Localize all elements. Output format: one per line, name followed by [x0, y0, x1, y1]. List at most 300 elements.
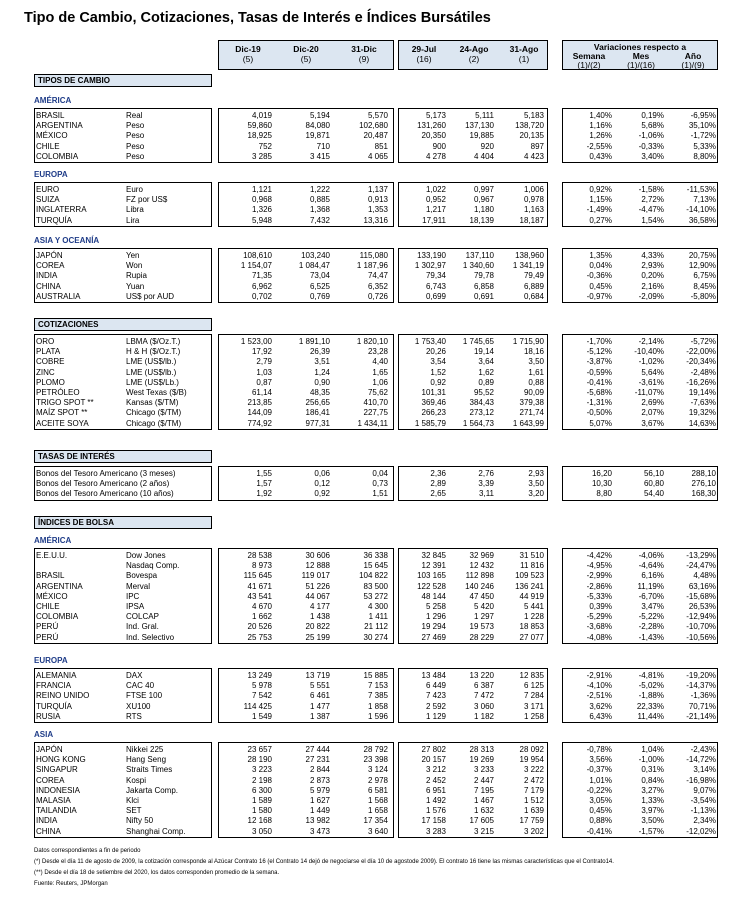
cell-value: 6,75% [693, 271, 716, 281]
cell-value: 13 220 [469, 671, 494, 680]
cell-value: 1 340,60 [462, 261, 494, 271]
cell-value: 3,54 [430, 357, 446, 367]
cell-value: -13,29% [686, 551, 716, 560]
cell-value: -6,70% [638, 591, 664, 601]
cell-value: -5,29% [586, 612, 612, 622]
cell-value: 19,14% [688, 388, 716, 397]
cell-value: 5,183 [523, 111, 544, 120]
cell-value: -16,98% [686, 775, 716, 785]
cell-value: 0,769 [309, 291, 330, 301]
cell-value: 1,03 [256, 367, 272, 377]
group-header: EUROPA [34, 656, 68, 665]
cell-value: 95,52 [473, 388, 494, 397]
row-unit: Yuan [126, 281, 145, 291]
cell-value: 0,997 [473, 185, 494, 194]
cell-value: 1,217 [425, 205, 446, 215]
row-label: MÉXICO [36, 591, 68, 601]
cell-value: 1,35% [589, 251, 612, 260]
cell-value: 3 171 [523, 701, 544, 711]
cell-value: 213,85 [247, 398, 272, 408]
cell-value: 36,58% [688, 215, 716, 225]
cell-value: 0,31% [641, 765, 664, 775]
cell-value: 5 978 [251, 681, 272, 691]
cell-value: 2,76 [478, 469, 494, 478]
cell-value: 19,14 [473, 347, 494, 357]
footnote: (**) Desde el día 18 de setiembre del 2020, los datos corresponden promedio de la semana. [34, 870, 280, 876]
cell-value: 7 385 [367, 691, 388, 701]
cell-value: -14,10% [686, 205, 716, 215]
row-label: MAÍZ SPOT ** [36, 408, 88, 418]
cell-value: 3,14% [693, 765, 716, 775]
cell-value: 1 658 [367, 806, 388, 816]
cell-value: -1,31% [586, 398, 612, 408]
row-unit: FZ por US$ [126, 195, 168, 205]
cell-value: 83 500 [363, 581, 388, 591]
cell-value: 115 645 [243, 571, 272, 581]
cell-value: 1 258 [523, 711, 544, 721]
cell-value: 977,31 [305, 418, 330, 428]
cell-value: 2,72% [641, 195, 664, 205]
cell-value: 114 425 [243, 701, 272, 711]
cell-value: 1,326 [251, 205, 272, 215]
cell-value: -1,06% [638, 131, 664, 141]
row-label: ZINC [36, 367, 55, 377]
row-label: REINO UNIDO [36, 691, 90, 701]
cell-value: 7 284 [523, 691, 544, 701]
cell-value: 1,65 [372, 367, 388, 377]
cell-value: -2,51% [586, 691, 612, 701]
row-label: COREA [36, 261, 65, 271]
cell-value: 6,525 [309, 281, 330, 291]
cell-value: 3 124 [367, 765, 388, 775]
cell-value: -0,33% [638, 141, 664, 151]
cell-value: 1,222 [309, 185, 330, 194]
row-unit: Nifty 50 [126, 816, 154, 826]
cell-value: -1,58% [638, 185, 664, 194]
cell-value: 11 816 [520, 561, 544, 571]
cell-value: 20 526 [247, 622, 272, 632]
cell-value: 3 233 [473, 765, 494, 775]
cell-value: 3,20 [528, 489, 544, 499]
cell-value: 53 272 [363, 591, 388, 601]
cell-value: 1 084,47 [298, 261, 330, 271]
cell-value: -20,34% [686, 357, 716, 367]
cell-value: -1,02% [638, 357, 664, 367]
cell-value: 3 050 [251, 826, 272, 836]
col-header: 24-Ago (2) [459, 44, 489, 64]
cell-value: 256,65 [305, 398, 330, 408]
cell-value: 3 212 [425, 765, 446, 775]
cell-value: 3,27% [641, 785, 664, 795]
cell-value: 1 580 [251, 806, 272, 816]
cell-value: 5 979 [309, 785, 330, 795]
cell-value: -14,72% [686, 755, 716, 765]
row-label: COLOMBIA [36, 612, 79, 622]
cell-value: 32 845 [421, 551, 446, 560]
cell-value: -4,47% [638, 205, 664, 215]
row-unit: Lira [126, 215, 140, 225]
cell-value: 6 951 [425, 785, 446, 795]
cell-value: 11,44% [637, 711, 664, 721]
row-label: PERÚ [36, 622, 59, 632]
cell-value: -0,50% [586, 408, 612, 418]
cell-value: 1,163 [523, 205, 544, 215]
cell-value: -14,37% [686, 681, 716, 691]
cell-value: 0,699 [425, 291, 446, 301]
section-header: ÍNDICES DE BOLSA [34, 516, 212, 529]
cell-value: 19,885 [469, 131, 494, 141]
table-row [0, 151, 750, 162]
cell-value: 1,62 [478, 367, 494, 377]
cell-value: 4 278 [425, 151, 446, 161]
cell-value: 12,90% [688, 261, 716, 271]
table-row [0, 632, 750, 643]
cell-value: 140 246 [465, 581, 494, 591]
cell-value: 6 300 [251, 785, 272, 795]
cell-value: 3 223 [251, 765, 272, 775]
row-label: SINGAPUR [36, 765, 78, 775]
row-label: COREA [36, 775, 65, 785]
cell-value: -0,59% [586, 367, 612, 377]
table-row [0, 215, 750, 226]
cell-value: 1 627 [309, 796, 330, 805]
cell-value: -0,36% [586, 271, 612, 281]
row-unit: Klci [126, 796, 139, 805]
cell-value: 30 606 [305, 551, 330, 560]
cell-value: 1,121 [251, 185, 272, 194]
row-label: JAPÓN [36, 251, 63, 260]
cell-value: 1 438 [309, 612, 330, 622]
cell-value: 1 341,19 [512, 261, 544, 271]
cell-value: 4,48% [693, 571, 716, 581]
cell-value: 0,84% [641, 775, 664, 785]
row-unit: Ind. Gral. [126, 622, 159, 632]
cell-value: 1 820,10 [356, 337, 388, 346]
cell-value: -15,68% [686, 591, 716, 601]
cell-value: -16,26% [686, 377, 716, 387]
cell-value: 1 576 [425, 806, 446, 816]
cell-value: 1 596 [367, 711, 388, 721]
cell-value: 3 222 [523, 765, 544, 775]
cell-value: 0,27% [589, 215, 612, 225]
cell-value: 2 447 [473, 775, 494, 785]
cell-value: 1,54% [641, 215, 664, 225]
cell-value: 1 643,99 [512, 418, 544, 428]
cell-value: 1 302,97 [414, 261, 446, 271]
cell-value: 0,45% [589, 281, 612, 291]
row-label: CHINA [36, 826, 61, 836]
cell-value: -3,61% [638, 377, 664, 387]
cell-value: 1 182 [473, 711, 494, 721]
cell-value: -4,81% [638, 671, 664, 680]
cell-value: 26,53% [688, 602, 716, 611]
cell-value: 1 715,90 [512, 337, 544, 346]
row-label: INDIA [36, 816, 58, 826]
cell-value: 1 549 [251, 711, 272, 721]
cell-value: 18,16 [523, 347, 544, 357]
row-unit: Ind. Selectivo [126, 632, 175, 642]
cell-value: -0,97% [586, 291, 612, 301]
row-label: TAILANDIA [36, 806, 77, 816]
cell-value: 1,15% [589, 195, 612, 205]
cell-value: 5,64% [641, 367, 664, 377]
row-label: PLOMO [36, 377, 65, 387]
cell-value: -5,80% [690, 291, 716, 301]
header-mid [398, 40, 548, 70]
cell-value: 168,30 [691, 489, 716, 499]
col-header: 29-Jul (16) [411, 44, 437, 64]
cell-value: 1,92 [256, 489, 272, 499]
header-left [218, 40, 394, 70]
cell-value: -1,36% [690, 691, 716, 701]
cell-value: 6,352 [367, 281, 388, 291]
row-label: CHINA [36, 281, 61, 291]
cell-value: 1,006 [523, 185, 544, 194]
cell-value: -7,63% [690, 398, 716, 408]
cell-value: 84,080 [305, 121, 330, 131]
row-label: PETRÓLEO [36, 388, 80, 397]
cell-value: 122 528 [417, 581, 446, 591]
cell-value: -10,70% [686, 622, 716, 632]
cell-value: -1,13% [690, 806, 716, 816]
cell-value: 112 898 [465, 571, 494, 581]
row-unit: Libra [126, 205, 144, 215]
row-label: INDIA [36, 271, 58, 281]
col-header: Semana (1)/(2) [572, 51, 606, 70]
cell-value: -5,68% [586, 388, 612, 397]
row-label: ARGENTINA [36, 581, 83, 591]
row-unit: Won [126, 261, 143, 271]
cell-value: -5,02% [638, 681, 664, 691]
row-label: CHILE [36, 602, 60, 611]
row-unit: Real [126, 111, 143, 120]
cell-value: 61,14 [251, 388, 272, 397]
cell-value: 1 753,40 [414, 337, 446, 346]
cell-value: -2,28% [638, 622, 664, 632]
cell-value: 131,260 [417, 121, 446, 131]
row-unit: Yen [126, 251, 140, 260]
cell-value: -19,20% [686, 671, 716, 680]
cell-value: 19 294 [421, 622, 446, 632]
cell-value: 79,34 [425, 271, 446, 281]
cell-value: 16,20 [591, 469, 612, 478]
cell-value: 1,51 [372, 489, 388, 499]
row-label: TURQUÍA [36, 215, 72, 225]
cell-value: 12 391 [421, 561, 446, 571]
cell-value: -0,78% [586, 745, 612, 754]
cell-value: -5,22% [638, 612, 664, 622]
cell-value: 6,962 [251, 281, 272, 291]
row-unit: Peso [126, 151, 145, 161]
cell-value: 276,10 [691, 479, 716, 489]
cell-value: 2,16% [641, 281, 664, 291]
cell-value: -4,08% [586, 632, 612, 642]
cell-value: 7 542 [251, 691, 272, 701]
row-unit: Nasdaq Comp. [126, 561, 180, 571]
cell-value: 6 387 [473, 681, 494, 691]
cell-value: -3,87% [586, 357, 612, 367]
cell-value: 48 144 [421, 591, 446, 601]
cell-value: 2,65 [430, 489, 446, 499]
row-label: TURQUÍA [36, 701, 72, 711]
cell-value: 23 398 [363, 755, 388, 765]
cell-value: 4,33% [641, 251, 664, 260]
cell-value: 288,10 [691, 469, 716, 478]
cell-value: 18 853 [519, 622, 544, 632]
cell-value: -11,07% [634, 388, 664, 397]
cell-value: 2,79 [256, 357, 272, 367]
row-unit: XU100 [126, 701, 151, 711]
row-label: PLATA [36, 347, 61, 357]
cell-value: 6,858 [473, 281, 494, 291]
row-unit: IPSA [126, 602, 145, 611]
row-label: RUSIA [36, 711, 61, 721]
cell-value: 17,92 [251, 347, 272, 357]
row-unit: Shanghai Comp. [126, 826, 186, 836]
cell-value: 9,07% [693, 785, 716, 795]
cell-value: -2,09% [638, 291, 664, 301]
cell-value: 1 891,10 [298, 337, 330, 346]
col-header: Dic-19 (5) [235, 44, 261, 64]
cell-value: 0,691 [473, 291, 494, 301]
row-unit: FTSE 100 [126, 691, 163, 701]
cell-value: 2 844 [309, 765, 330, 775]
cell-value: 0,702 [251, 291, 272, 301]
cell-value: 17 605 [469, 816, 494, 826]
cell-value: -4,64% [638, 561, 664, 571]
cell-value: -1,00% [638, 755, 664, 765]
row-unit: West Texas ($/B) [126, 388, 187, 397]
row-label: BRASIL [36, 111, 65, 120]
cell-value: 7,13% [693, 195, 716, 205]
cell-value: 8,80% [693, 151, 716, 161]
cell-value: 369,46 [421, 398, 446, 408]
cell-value: 5,570 [367, 111, 388, 120]
cell-value: 44 067 [305, 591, 330, 601]
cell-value: 5,111 [475, 111, 494, 120]
cell-value: 79,49 [523, 271, 544, 281]
cell-value: 5,33% [693, 141, 716, 151]
cell-value: 18,139 [469, 215, 494, 225]
cell-value: 379,38 [519, 398, 544, 408]
cell-value: 3 473 [309, 826, 330, 836]
row-label: AUSTRALIA [36, 291, 81, 301]
cell-value: -2,99% [586, 571, 612, 581]
group-header: AMÉRICA [34, 536, 72, 545]
row-unit: DAX [126, 671, 143, 680]
cell-value: -22,00% [686, 347, 716, 357]
cell-value: 0,913 [367, 195, 388, 205]
cell-value: 3,64 [478, 357, 494, 367]
cell-value: 5 551 [309, 681, 330, 691]
cell-value: 71,35 [251, 271, 272, 281]
cell-value: 1 434,11 [357, 418, 388, 428]
cell-value: 0,89 [478, 377, 494, 387]
cell-value: 851 [374, 141, 388, 151]
cell-value: 0,952 [425, 195, 446, 205]
row-unit: Peso [126, 121, 145, 131]
cell-value: 2,93% [641, 261, 664, 271]
cell-value: 28 229 [469, 632, 494, 642]
cell-value: 56,10 [643, 469, 664, 478]
cell-value: 1,06 [372, 377, 388, 387]
row-label: CHILE [36, 141, 60, 151]
cell-value: 44 919 [519, 591, 544, 601]
cell-value: 103 165 [417, 571, 446, 581]
cell-value: 1 449 [309, 806, 330, 816]
cell-value: -10,40% [634, 347, 664, 357]
cell-value: 4 404 [473, 151, 494, 161]
cell-value: 1 387 [309, 711, 330, 721]
row-unit: Straits Times [126, 765, 173, 775]
row-label: ORO [36, 337, 55, 346]
cell-value: 138,960 [515, 251, 544, 260]
cell-value: 6 449 [425, 681, 446, 691]
cell-value: 0,12 [314, 479, 330, 489]
cell-value: 900 [432, 141, 446, 151]
section-header: COTIZACIONES [34, 318, 212, 331]
cell-value: -3,54% [690, 796, 716, 805]
row-unit: Merval [126, 581, 151, 591]
table-row [0, 488, 750, 499]
cell-value: 104 822 [359, 571, 388, 581]
footnote: Fuente: Reuters, JPMorgan [34, 881, 108, 887]
cell-value: 2,36 [430, 469, 446, 478]
cell-value: -21,14% [686, 711, 716, 721]
cell-value: 12 168 [247, 816, 272, 826]
cell-value: -1,43% [638, 632, 664, 642]
cell-value: 710 [316, 141, 330, 151]
row-label: SUIZA [36, 195, 60, 205]
cell-value: -1,57% [638, 826, 664, 836]
cell-value: 6,16% [641, 571, 664, 581]
cell-value: 20,350 [421, 131, 446, 141]
cell-value: 5,948 [251, 215, 272, 225]
cell-value: 0,04 [372, 469, 388, 478]
cell-value: 1 154,07 [240, 261, 272, 271]
cell-value: -11,53% [686, 185, 716, 194]
cell-value: 0,885 [309, 195, 330, 205]
cell-value: 20,135 [519, 131, 544, 141]
cell-value: 271,74 [519, 408, 544, 418]
cell-value: 60,80 [643, 479, 664, 489]
col-header: 31-Ago (1) [509, 44, 539, 64]
cell-value: 3 215 [473, 826, 494, 836]
cell-value: 6,43% [589, 711, 612, 721]
section-header: TASAS DE INTERÉS [34, 450, 212, 463]
cell-value: 137,110 [465, 251, 494, 260]
row-unit: CAC 40 [126, 681, 155, 691]
cell-value: 6,743 [425, 281, 446, 291]
section-header: TIPOS DE CAMBIO [34, 74, 212, 87]
cell-value: 10,30 [591, 479, 612, 489]
cell-value: 26,39 [309, 347, 330, 357]
cell-value: 12 432 [469, 561, 494, 571]
row-label: BRASIL [36, 571, 65, 581]
cell-value: 5,194 [309, 111, 330, 120]
cell-value: 1,40% [589, 111, 612, 120]
cell-value: 48,35 [309, 388, 330, 397]
cell-value: -4,06% [638, 551, 664, 560]
cell-value: 19 269 [469, 755, 494, 765]
cell-value: 138,720 [515, 121, 544, 131]
cell-value: 43 541 [247, 591, 272, 601]
cell-value: 75,62 [367, 388, 388, 397]
col-header: Mes (1)/(16) [627, 51, 655, 70]
cell-value: -1,70% [586, 337, 612, 346]
cell-value: 23 657 [247, 745, 272, 754]
cell-value: -5,33% [586, 591, 612, 601]
